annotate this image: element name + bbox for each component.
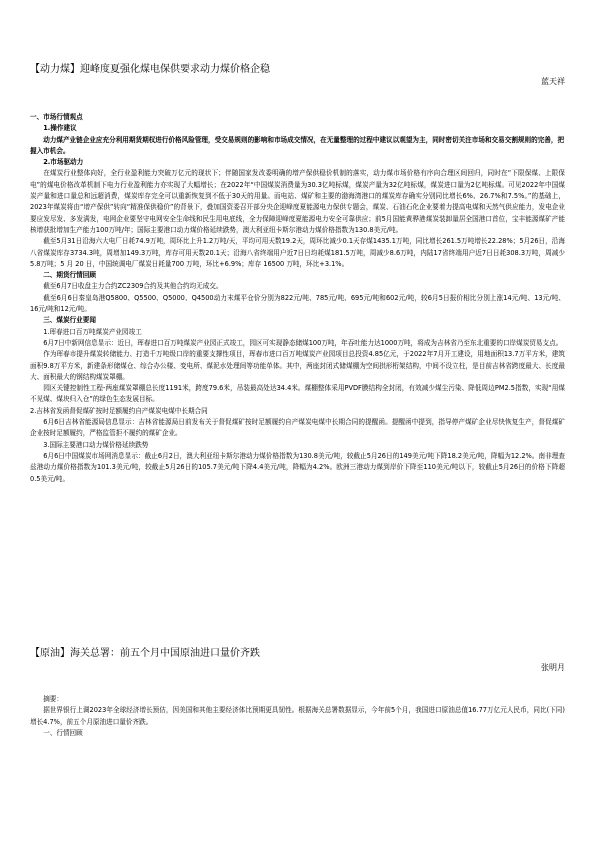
author-coal: 蓝天祥 (541, 77, 565, 86)
section-heading-futures-review: 二、期货行情回顾 (43, 271, 96, 280)
subheading-market-drivers: 2.市场驱动力 (43, 158, 84, 167)
news-paragraph-hunchun-2: 作为珲春市提升煤炭转储能力、打造千万吨级口岸的重要支撑性项目，珲春市进口百万吨煤炭产业园项目总投资4.85亿元，于2022年7月开工建设，用地面积13.7万平方米，建筑面积9.8万平方米，新建条形储煤仓、综合办公楼、变电所、煤泥水处理间等功能单体。其中，两座封闭式储煤棚为空间拱形桁架结构，中间不设立柱，是目前吉林省跨度最大、长度最大、面积最大的钢结构煤炭罩棚。 (30, 350, 565, 381)
news-title-jilin: 2.吉林省发函督促煤矿按时足额履约自产煤炭电煤中长期合同 (30, 406, 208, 415)
news-title-intl-ports: 3.国际主要港口动力煤价格延续跌势 (43, 440, 149, 449)
author-crude: 张明月 (541, 663, 565, 672)
abstract-label: 摘要： (43, 695, 63, 703)
paragraph-market-drivers: 在煤炭行业整体向好，全行业盈利能力突破万亿元的现状下；伴随国家发改委明确的增产保供稳价机制的落实，动力煤市场价格有序向合理区间回归，同时在“下限保煤、上限保电”的煤电价格改革机制下电力行业盈利能力亦实现了大幅增长；在2022年“中国煤炭消费量为30.3亿吨标煤，煤炭产量为32亿吨标煤，煤炭进口量为2亿吨标煤。可见2022年中国煤炭产量和进口量总和远超消费，煤炭库存完全可以重新恢复到不低于30天的用量。而电站、煤矿和主要的渤海湾港口的煤炭库存确实分别同比增长6%、26.7%和7.5%。”的基础上，2023年煤炭将由“增产保供”转向“精准保供稳价”的背景下，叠加国资委召开部分央企迎峰度夏能源电力保供专题会，煤炭、石油石化企业要着力提高电煤和天然气供应能力，发电企业要应发尽发、多发满发，电网企业要坚守电网安全生命线和民生用电底线，全力保障迎峰度夏能源电力安全可靠供应；前5月国能黄骅港煤炭装卸量居全国港口首位，宝丰能源煤矿产能核增获批增加生产能力100万吨/年；国际主要港口动力煤价格延续跌势，澳大利亚纽卡斯尔港动力煤价格指数为130.8美元/吨。 (30, 169, 565, 234)
news-paragraph-hunchun-3: 园区关键控制性工程-两座煤炭罩棚总长度1191米，跨度79.6米，吊装最高处达34.4米。煤棚整体采用PVDF膜结构全封闭，有效减少煤尘污染、降低周边PM2.5指数，实现“用煤不见煤、煤块归入仓”的绿色生态发展目标。 (30, 384, 565, 404)
subheading-operation-advice: 1.操作建议 (43, 124, 77, 133)
section-heading-industry-news: 三、煤炭行业要闻 (43, 316, 96, 325)
section-heading-market-view: 一、市场行情观点 (30, 113, 83, 121)
news-title-hunchun: 1.珲春进口百万吨煤炭产业园竣工 (43, 327, 142, 336)
paragraph-power-plant-stocks: 截至5月31日沿海六大电厂日耗74.9万吨，周环比上升1.2万吨/天，平均可用天数19.2天，周环比减少0.1天存煤1435.1万吨，同比增长261.5万吨增长22.28%；5月26日，沿海八省煤炭库存3734.3吨，周增加149.3万吨，库存可用天数20.1天；沿海八省终端用户近7日日均耗煤181.5万吨，周减少8.6万吨，内陆17省终端用户近7日日耗308.3万吨，周减少5.8万吨；5 月 20 日，中国统调电厂煤炭日耗量700 万吨，环比+6.9%；库存 16500 万吨，环比+3.1%。 (30, 237, 565, 268)
article-title-coal: 【动力煤】迎峰度夏强化煤电保供要求动力煤价格企稳 (30, 64, 270, 75)
section-heading-market-review: 一、行情回顾 (43, 728, 83, 737)
paragraph-spot-prices: 截至6月6日秦皇岛港Q5800、Q5500、Q5000、Q4500动力末煤平仓价分别为822元/吨、785元/吨、695元/吨和602元/吨，较6月5日报价相比分别上涨14元/吨、13元/吨、16元/吨和12元/吨。 (30, 293, 565, 314)
paragraph-futures-contract: 截至6月7日收盘主力合约ZC2309合约及其他合约均无成交。 (43, 282, 223, 291)
abstract-text: 据世界银行上调2023年全球经济增长预估，因美国和其他主要经济体比预期更具韧性。根据海关总署数据显示，今年前5个月，我国进口原油总值16.77万亿元人民币，同比(下同)增长4.7%，前五个月原油进口量价齐跌。 (30, 706, 565, 726)
article-body-coal (30, 112, 565, 485)
article-body-crude (30, 694, 565, 739)
news-paragraph-intl-ports: 6月6日中国煤炭市场网消息显示：截止6月2日，澳大利亚纽卡斯尔港动力煤价格指数为130.8美元/吨，较截止5月26日的149美元/吨下降18.2美元/吨，降幅为12.2%。南非理查兹港动力煤价格指数为101.3美元/吨，较截止5月26日的105.7美元/吨下降4.4美元/吨，降幅为4.2%。欧洲三港动力煤到岸价下降至110美元/吨以下，较截止5月26日的价格下降超0.5美元/吨。 (30, 451, 565, 483)
news-paragraph-jilin: 6月6日吉林省能源局信息显示：吉林省能源局日前发布关于督促煤矿按时足额履约自产煤炭电煤中长期合同的提醒函。提醒函中提到，指导停产煤矿企业尽快恢复生产，督促煤矿企业按时足额履约，严格监管拒不履约的煤矿企业。 (30, 418, 565, 438)
news-paragraph-hunchun-1: 6月7日中新网信息显示：近日，珲春进口百万吨煤炭产业园正式竣工，园区可实现静态储煤100万吨，年吞吐能力达1000万吨，将成为吉林省乃至东北重要的口岸煤炭贸易支点。 (43, 338, 563, 347)
operation-advice-text: 动力煤产业链企业应充分利用期货期权进行价格风险管理，受交易规则的影响和市场成交情况，在无量整理的过程中建议以观望为主，同时密切关注市场和交易交割规则的完善，把握入市机会。 (30, 135, 565, 155)
article-title-crude: 【原油】海关总署：前五个月中国原油进口量价齐跌 (30, 648, 260, 659)
